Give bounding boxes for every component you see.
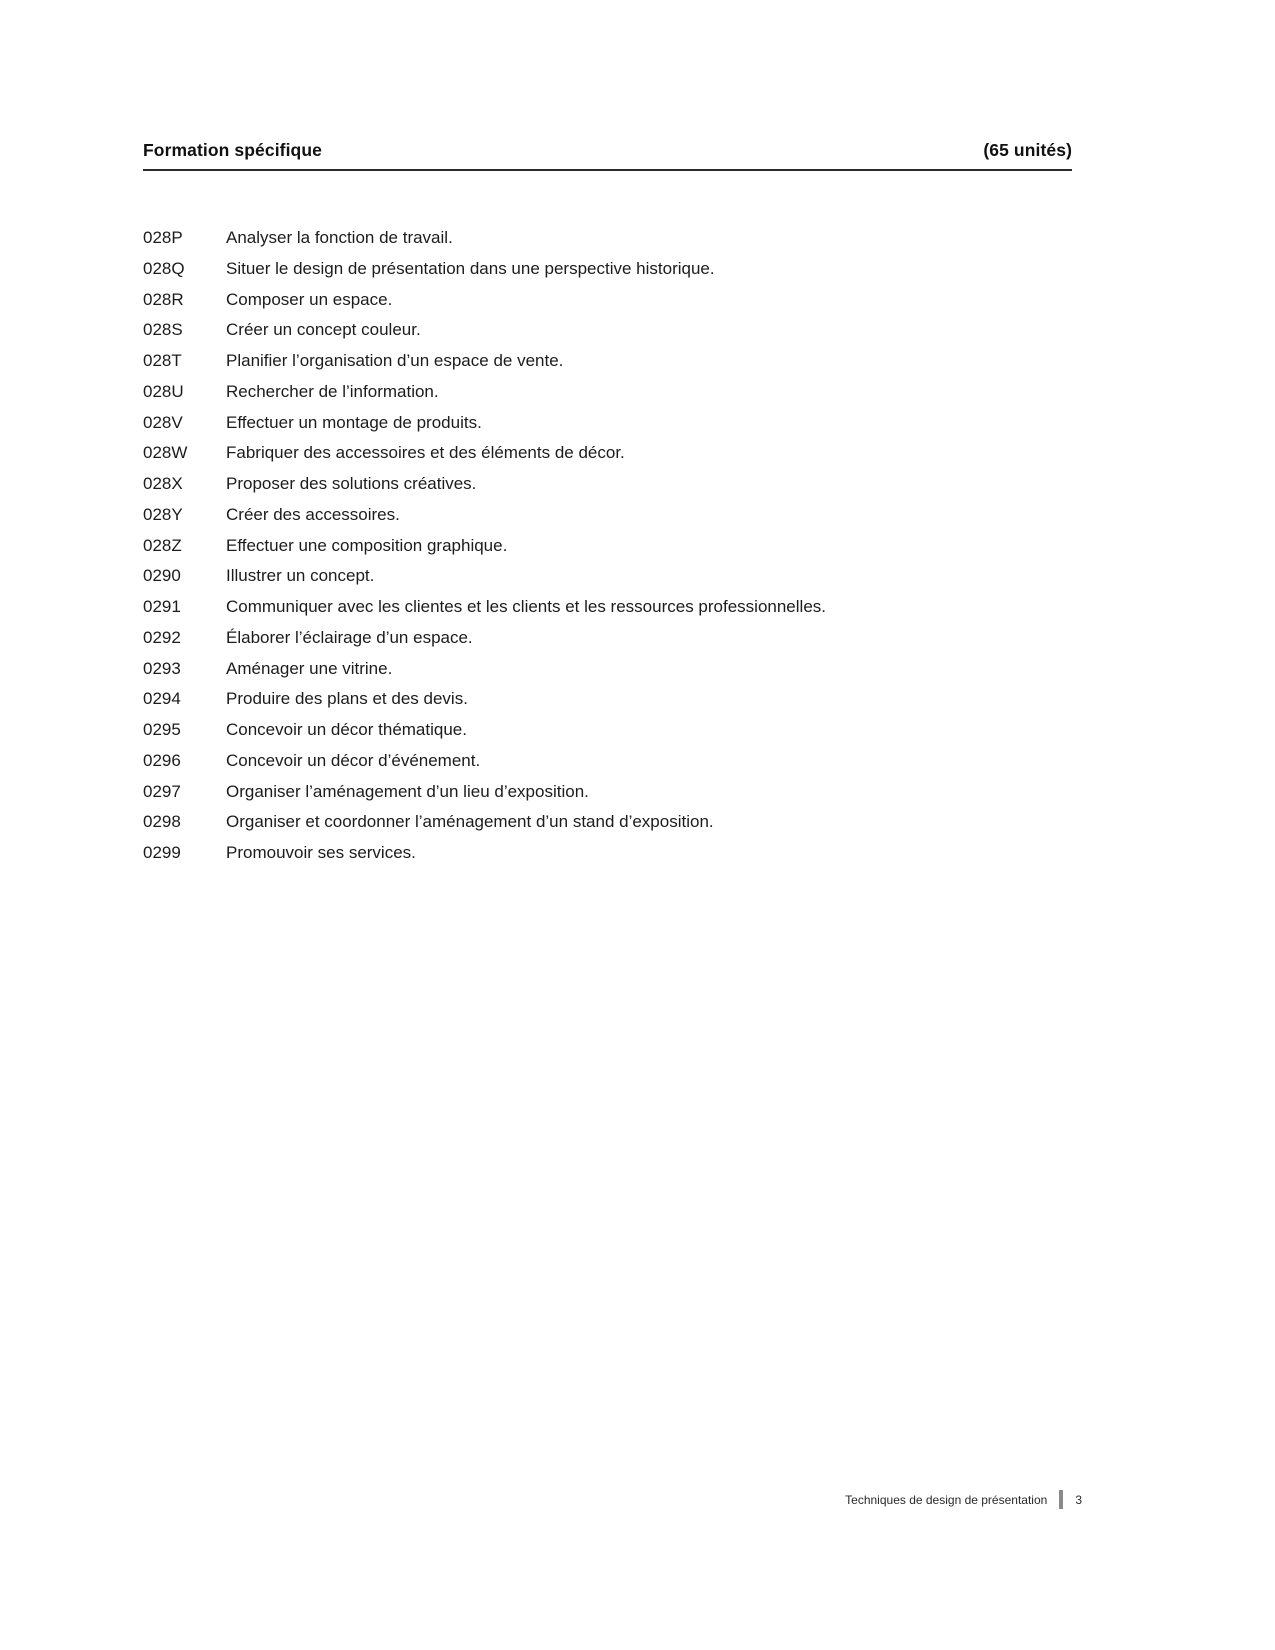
- course-code: 028X: [143, 474, 183, 493]
- course-code: 028Z: [143, 535, 182, 555]
- course-title: Promouvoir ses services.: [226, 843, 416, 862]
- course-title: Illustrer un concept.: [226, 566, 375, 586]
- course-row: [143, 443, 1143, 474]
- course-row: [143, 351, 1143, 382]
- course-code: 0293: [143, 658, 181, 678]
- course-row: [143, 843, 1143, 874]
- course-title: Composer un espace.: [226, 289, 393, 309]
- course-row: [143, 720, 1143, 751]
- course-row: [143, 505, 1143, 536]
- course-title: Aménager une vitrine.: [226, 658, 393, 678]
- course-row: [143, 689, 1143, 720]
- course-row: [143, 259, 1143, 290]
- course-row: [143, 782, 1143, 813]
- footer-page-number: 3: [1075, 1492, 1082, 1507]
- course-code: 028V: [143, 412, 183, 432]
- course-title: Situer le design de présentation dans une perspective historique.: [226, 258, 715, 278]
- course-title: Organiser l’aménagement d’un lieu d’exposition.: [226, 781, 589, 801]
- course-code: 0294: [143, 689, 181, 709]
- course-title: Concevoir un décor thématique.: [226, 720, 467, 739]
- section-header-row: [143, 140, 1072, 161]
- section-header: [143, 140, 1072, 171]
- course-code: 028P: [143, 228, 183, 247]
- course-title: Communiquer avec les clientes et les clients et les ressources professionnelles.: [226, 597, 826, 616]
- course-row: [143, 320, 1143, 351]
- course-row: [143, 474, 1143, 505]
- course-title: Créer des accessoires.: [226, 504, 400, 524]
- course-code: 0290: [143, 566, 181, 586]
- course-code: 0292: [143, 627, 181, 647]
- course-code: 0296: [143, 750, 181, 770]
- course-title: Proposer des solutions créatives.: [226, 474, 477, 493]
- course-code: 028T: [143, 351, 182, 370]
- course-row: [143, 382, 1143, 413]
- course-title: Fabriquer des accessoires et des éléments de décor.: [226, 443, 625, 463]
- course-code: 028R: [143, 289, 184, 309]
- course-title: Organiser et coordonner l’aménagement d’un stand d’exposition.: [226, 812, 714, 832]
- course-title: Planifier l’organisation d’un espace de vente.: [226, 351, 564, 370]
- footer-document-title: Techniques de design de présentation: [845, 1492, 1048, 1507]
- course-title: Produire des plans et des devis.: [226, 689, 468, 709]
- course-row: [143, 659, 1143, 690]
- course-code: 028U: [143, 381, 184, 401]
- course-list: [143, 228, 1143, 874]
- course-title: Concevoir un décor d’événement.: [226, 750, 481, 770]
- course-code: 0291: [143, 597, 181, 616]
- course-code: 0297: [143, 781, 181, 801]
- course-code: 0299: [143, 843, 181, 862]
- course-code: 028W: [143, 443, 188, 463]
- course-row: [143, 751, 1143, 782]
- course-row: [143, 536, 1143, 567]
- course-row: [143, 597, 1143, 628]
- course-title: Rechercher de l’information.: [226, 381, 439, 401]
- course-title: Analyser la fonction de travail.: [226, 228, 453, 247]
- course-code: 028Y: [143, 504, 183, 524]
- course-title: Créer un concept couleur.: [226, 320, 421, 340]
- course-title: Effectuer un montage de produits.: [226, 412, 482, 432]
- course-row: [143, 228, 1143, 259]
- course-title: Élaborer l’éclairage d’un espace.: [226, 627, 473, 647]
- course-code: 028Q: [143, 258, 185, 278]
- footer-divider: [1059, 1490, 1063, 1509]
- course-title: Effectuer une composition graphique.: [226, 535, 508, 555]
- section-title: Formation spécifique: [143, 140, 322, 160]
- course-row: [143, 812, 1143, 843]
- course-code: 0295: [143, 720, 181, 739]
- units-label: (65 unités): [983, 140, 1072, 160]
- course-code: 028S: [143, 320, 183, 340]
- course-code: 0298: [143, 812, 181, 832]
- course-row: [143, 413, 1143, 444]
- page-footer: [845, 1490, 1082, 1509]
- course-row: [143, 290, 1143, 321]
- course-row: [143, 566, 1143, 597]
- course-row: [143, 628, 1143, 659]
